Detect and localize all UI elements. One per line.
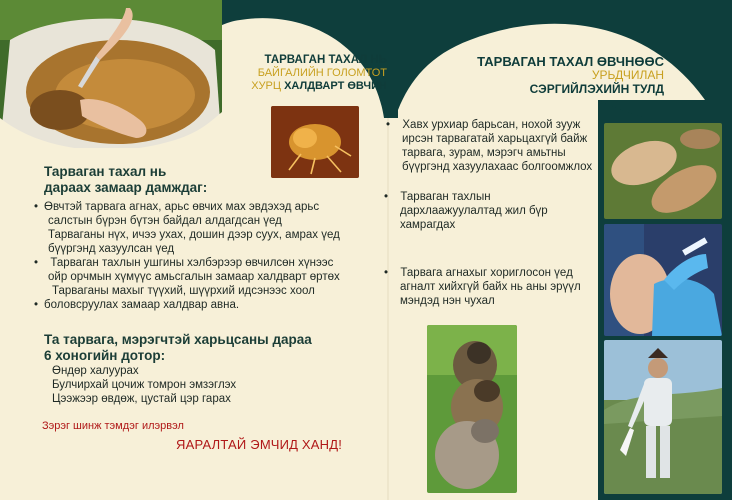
bullet-icon: • [34, 201, 39, 213]
left-headline-prefix: ХУРЦ [251, 80, 281, 92]
right-headline-line1: ТАРВАГАН ТАХАЛ ӨВЧНӨӨС [477, 54, 664, 69]
symptoms-heading-line2: 6 хоногийн дотор: [44, 348, 166, 363]
bullet-icon: • [384, 191, 389, 203]
transmission-list [34, 200, 384, 312]
sign-text: Зэрэг шинж тэмдэг илэрвэл [42, 420, 184, 432]
transmission-heading-line1: Тарваган тахал нь [44, 164, 167, 179]
bullet-icon: • [34, 299, 39, 311]
list-item: • боловсруулах замаар халдвар авна. [34, 299, 240, 311]
left-headline-line1: ТАРВАГАН ТАХАЛ НЬ [264, 54, 387, 66]
list-item: салстын бүрэн бүтэн байдал алдагдсан үед [48, 215, 282, 227]
prevention-item-1: • Хавх урхиар барьсан, нохой зууж ирсэн тарвагатай харьцахгүй байж тарвага, зурам, мэрэгч амьтны бүүргэнд хазуулахаас болгоомжлох [386, 119, 593, 173]
bullet-icon: • [34, 257, 39, 269]
marmot-carcasses-photo [604, 123, 722, 219]
hunter-photo [604, 340, 722, 494]
list-item: • Тарваган тахлын ушгины хэлбэрээр өвчилсөн хүнээс [34, 257, 334, 269]
symptoms-list [52, 364, 372, 406]
butchering-marmot-photo [0, 0, 222, 148]
marmots-standing-photo [427, 325, 517, 493]
vaccination-photo [604, 224, 722, 336]
bullet-icon: • [386, 119, 391, 131]
left-headline-line2: БАЙГАЛИЙН ГОЛОМТОТ [257, 67, 387, 79]
list-item: • Өвчтэй тарвага агнах, арьс өвчих мах эвдэхэд арьс [34, 201, 320, 213]
list-item: бүүргэнд хазуулсан үед [48, 243, 175, 255]
prevention-item-2: • Тарваган тахлын дархлаажуулалтад жил бүр хамрагдах [384, 191, 548, 231]
right-headline-line2: УРЬДЧИЛАН [591, 68, 664, 82]
transmission-heading-line2: дараах замаар дамждаг: [44, 180, 208, 195]
list-item: Тарваганы нүх, ичээ ухах, дошин дээр суух, амрах үед [48, 229, 340, 241]
symptom-item: Булчирхай цочиж томрон эмзэглэх [52, 379, 237, 391]
prevention-item-3: • Тарвага агнахыг хориглосон үед агналт хийхгүй байх нь аны эрүүл мэндэд нэн чухал [384, 267, 581, 307]
list-item: ойр орчмын хүмүүс амьсгалын замаар халдварт өртөх [48, 271, 340, 283]
right-headline-line3: СЭРГИЙЛЭХИЙН ТУЛД [529, 82, 664, 96]
symptom-item: Цээжээр өвдөж, цустай цэр гарах [52, 393, 231, 405]
emergency-call-to-action: ЯАРАЛТАЙ ЭМЧИД ХАНД! [176, 437, 343, 452]
list-item: Тарваганы махыг түүхий, шүүрхий идсэнээс хоол [52, 285, 315, 297]
symptom-item: Өндөр халуурах [52, 365, 139, 377]
left-headline-suffix: ХАЛДВАРТ ӨВЧИН [284, 80, 387, 92]
symptoms-heading-line1: Та тарвага, мэрэгчтэй харьцсаны дараа [44, 332, 312, 347]
bullet-icon: • [384, 267, 389, 279]
